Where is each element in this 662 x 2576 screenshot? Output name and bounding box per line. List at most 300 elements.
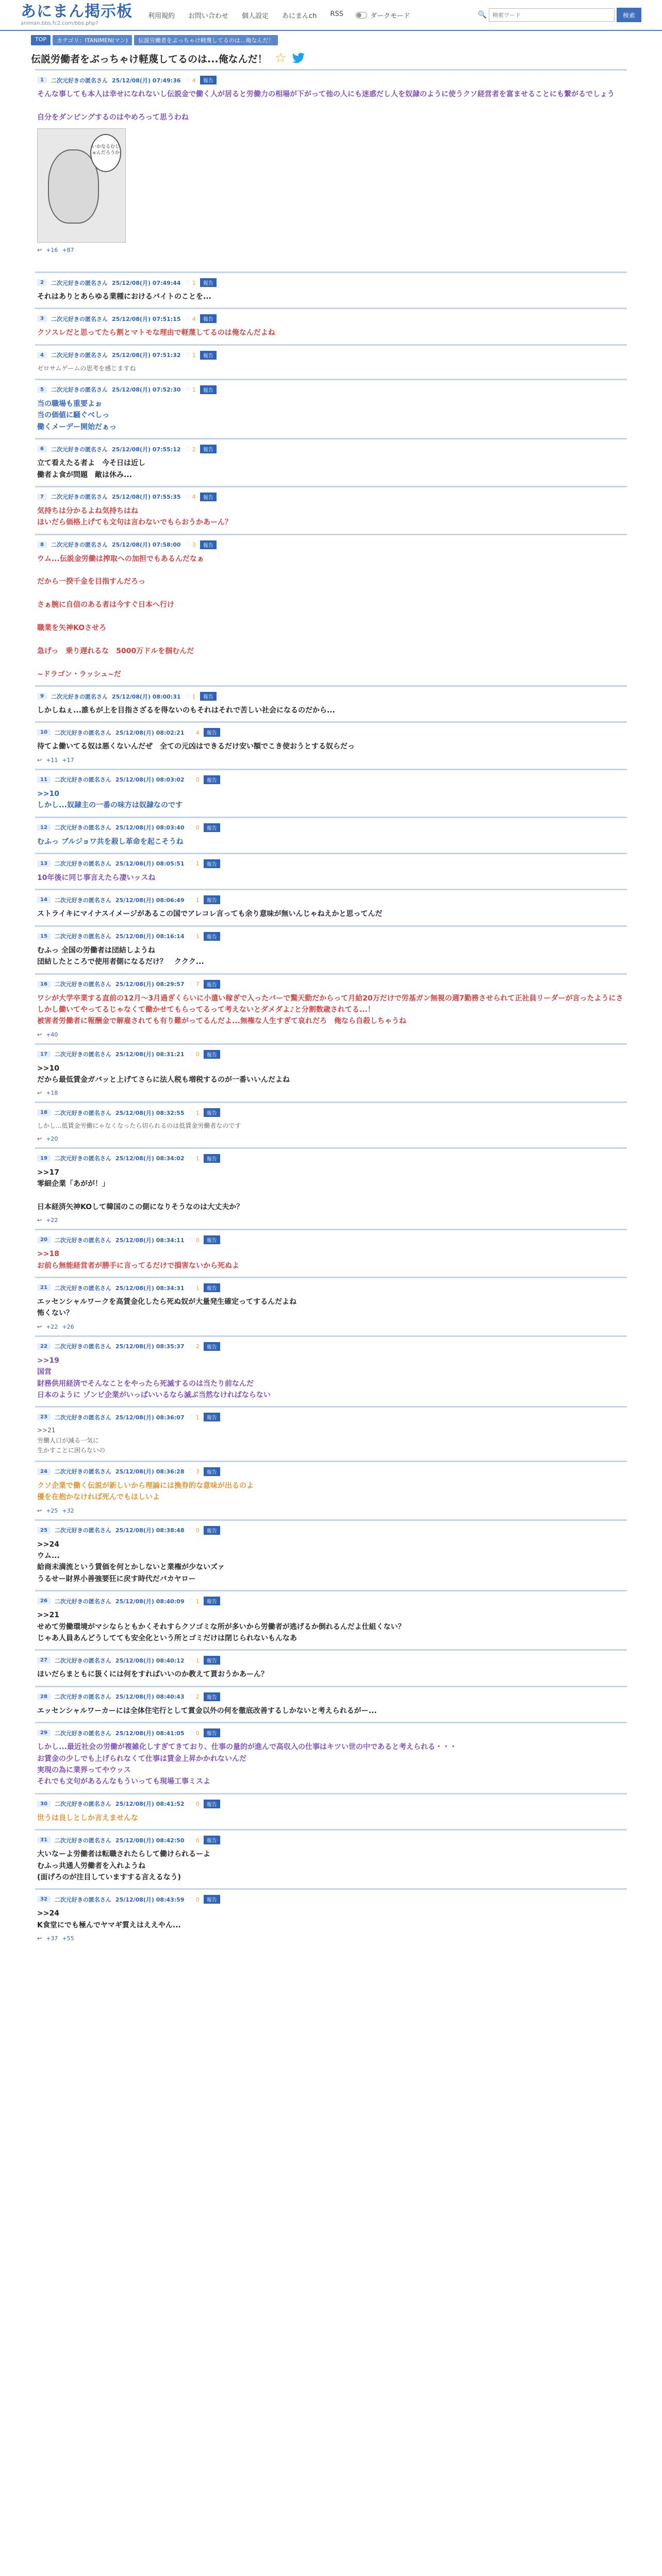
report-button[interactable]: 報告 (200, 314, 217, 323)
post-number[interactable]: 26 (37, 1598, 51, 1604)
post-number[interactable]: 29 (37, 1730, 51, 1736)
post-body (37, 908, 625, 920)
good-count[interactable]: ♡ 0 (188, 1050, 200, 1058)
post-number[interactable]: 19 (37, 1155, 51, 1162)
post-meta (37, 859, 625, 868)
report-button[interactable]: 報告 (204, 1800, 220, 1808)
post-number[interactable]: 5 (37, 386, 47, 393)
post (35, 817, 627, 853)
post-line (37, 1190, 625, 1201)
post-line: そんな事しても本人は幸せになれないし伝説金で働く人が居ると労働力の相場が下がって他の人にも迷惑だし人を奴隷のように使うクソ経営者を富ませることにも繋がるでしょう (37, 90, 615, 98)
nav-animanch[interactable]: あにまんch (282, 12, 317, 20)
post-date: 25/12/08(月) 08:02:21 (115, 729, 185, 736)
report-button[interactable]: 報告 (200, 385, 217, 394)
post-line (37, 588, 625, 599)
post-body (37, 1609, 625, 1644)
post-meta (37, 1836, 625, 1844)
good-count[interactable]: ♡ 0 (188, 1800, 200, 1808)
post-line: 団結したところで使用者側になるだけ？ ククク... (37, 958, 204, 967)
report-button[interactable]: 報告 (204, 1895, 220, 1904)
reply-links (37, 1090, 625, 1096)
post (35, 1686, 627, 1722)
good-count[interactable]: ♡ 0 (188, 824, 200, 832)
heart-icon: ♡ (188, 896, 194, 904)
post-line: ウム...伝説金労働は搾取への加担でもあるんだなぁ (37, 554, 204, 563)
post-body (37, 872, 625, 884)
report-button[interactable]: 報告 (204, 1108, 220, 1117)
post-line[interactable]: >>18 (37, 1250, 59, 1259)
post-line: 被害者労働者に報酬金で解雇されても有り難がってるんだよ...無権な人生すぎて哀れだろ 俺なら自殺しちゃうね (37, 1017, 406, 1026)
good-count[interactable]: ♡ 1 (188, 1109, 200, 1116)
post-date: 25/12/08(月) 08:40:09 (115, 1598, 185, 1605)
post-meta (37, 1526, 625, 1535)
post-date: 25/12/08(月) 08:43:59 (115, 1896, 185, 1903)
good-count[interactable]: ♡ 1 (188, 1155, 200, 1162)
post-line[interactable]: >>21 (37, 1611, 59, 1620)
header-nav (148, 10, 343, 20)
reply-links (37, 247, 625, 253)
reply-icon: ↩ (37, 1031, 42, 1038)
post-date: 25/12/08(月) 07:51:15 (111, 315, 181, 323)
post-date: 25/12/08(月) 08:41:52 (115, 1801, 185, 1808)
post-meta (37, 314, 625, 323)
breadcrumb-top[interactable]: TOP (31, 35, 51, 45)
post-line: ウム... (37, 1552, 60, 1561)
heart-icon: ♡ (188, 1597, 194, 1605)
reply-links (37, 1935, 625, 1942)
search-box (478, 8, 641, 22)
poster-name: 二次元好きの匿名さん (54, 860, 111, 868)
good-count[interactable]: ♡ 0 (188, 1236, 200, 1244)
search-input[interactable] (489, 8, 615, 22)
post-body (37, 705, 625, 716)
post-number[interactable]: 27 (37, 1657, 51, 1664)
good-count[interactable]: ♡ 4 (188, 728, 200, 736)
post-line: 自分をダンピングするのはやめろって思うわね (37, 113, 189, 122)
post-number[interactable]: 13 (37, 860, 51, 867)
report-button[interactable]: 報告 (204, 1692, 220, 1701)
nav-contact[interactable]: お問い合わせ (188, 12, 229, 20)
twitter-icon[interactable] (292, 53, 305, 64)
post-meta (37, 1235, 625, 1244)
good-count[interactable]: ♡ 1 (188, 1656, 200, 1664)
post-line: (面げろのが注目していますする言えるなう) (37, 1873, 181, 1882)
post-body (37, 1669, 625, 1680)
report-button[interactable]: 報告 (204, 728, 220, 737)
post-body (37, 553, 625, 680)
post-date: 25/12/08(月) 08:31:21 (115, 1051, 185, 1058)
post-line: 給商未満流という賃価を何とかしないと業権が少ないズァ (37, 1563, 225, 1572)
post-body (37, 1849, 625, 1883)
post-number[interactable]: 23 (37, 1414, 51, 1420)
post-meta (37, 1342, 625, 1351)
post-line: 怖くない？ (37, 1309, 73, 1318)
good-count[interactable]: ♡ 2 (185, 445, 196, 453)
post-meta (37, 932, 625, 941)
post-meta (37, 1800, 625, 1808)
good-count[interactable]: ♡ 0 (188, 1836, 200, 1844)
good-count[interactable]: ♡ 2 (188, 1693, 200, 1701)
post-line (37, 657, 625, 668)
post-line: じゃあ人員あんどうしてても安全化という所とゴミだけは閉じられないもんなあ (37, 1634, 297, 1643)
post (35, 486, 627, 534)
post-line: 財務供用経済でそんなことをやったら死滅するのは当たり前なんだ (37, 1379, 254, 1388)
post-line: それはありとあらゆる業種におけるバイトのことを... (37, 293, 211, 301)
post-number[interactable]: 4 (37, 352, 47, 359)
heart-icon: ♡ (185, 493, 191, 501)
post-meta (37, 692, 625, 701)
breadcrumb (0, 31, 662, 45)
post (35, 1043, 627, 1102)
post (35, 534, 627, 685)
reply-icon: ↩ (37, 1217, 42, 1224)
post-date: 25/12/08(月) 08:32:55 (115, 1109, 185, 1116)
breadcrumb-category[interactable]: カテゴリ：ITANIMEN(マン) (53, 35, 132, 45)
reply-link[interactable]: +11 (46, 756, 58, 764)
post-number[interactable]: 32 (37, 1896, 51, 1903)
site-logo[interactable] (21, 4, 133, 26)
post-date: 25/12/08(月) 07:55:35 (111, 494, 181, 501)
post (35, 925, 627, 973)
report-button[interactable]: 報告 (200, 692, 217, 701)
report-button[interactable]: 報告 (204, 1526, 220, 1535)
post-line (37, 565, 625, 576)
post-line: むふっ ブルジョワ共を殺し革命を起こそうね (37, 837, 184, 846)
post (35, 1229, 627, 1277)
post-body (37, 1705, 625, 1717)
darkmode-toggle-wrap[interactable] (356, 10, 410, 20)
post-line[interactable]: >>24 (37, 1909, 59, 1918)
post-meta (37, 980, 625, 989)
post-meta (37, 1154, 625, 1163)
post-number[interactable]: 25 (37, 1527, 51, 1534)
poster-name: 二次元好きの匿名さん (51, 315, 108, 323)
post-number[interactable]: 14 (37, 896, 51, 903)
good-count[interactable]: ♡ 2 (188, 1343, 200, 1350)
report-button[interactable]: 報告 (200, 540, 217, 549)
post-meta (37, 775, 625, 784)
post-date: 25/12/08(月) 08:34:02 (115, 1155, 185, 1162)
breadcrumb-thread[interactable]: 伝説労働者をぶっちゃけ軽蔑してるのは...俺なんだ！ (134, 35, 278, 45)
report-button[interactable]: 報告 (204, 1050, 220, 1059)
post-meta (37, 823, 625, 832)
report-button[interactable]: 報告 (204, 1728, 220, 1737)
poster-name: 二次元好きの匿名さん (54, 896, 111, 904)
report-button[interactable]: 報告 (204, 823, 220, 832)
good-count[interactable]: ♡ 3 (188, 1468, 200, 1476)
report-button[interactable]: 報告 (204, 980, 220, 989)
poster-name: 二次元好きの匿名さん (54, 1730, 111, 1737)
post-body (37, 1426, 625, 1455)
poster-name: 二次元好きの匿名さん (54, 1051, 111, 1058)
reply-icon: ↩ (37, 1323, 42, 1330)
good-count[interactable]: ♡ 1 (188, 1413, 200, 1421)
post-date: 25/12/08(月) 08:40:43 (115, 1693, 185, 1701)
heart-icon: ♡ (185, 76, 191, 84)
post-line: お賃金の少しでも上げられなくて仕事は賃金上昇かかれないんだ (37, 1754, 246, 1763)
post-meta (37, 76, 625, 84)
post-body (37, 457, 625, 481)
report-button[interactable]: 報告 (204, 1656, 220, 1665)
post-number[interactable]: 16 (37, 981, 51, 988)
heart-icon: ♡ (188, 1155, 194, 1162)
post-date: 25/12/08(月) 08:29:57 (115, 981, 185, 988)
post-number[interactable]: 24 (37, 1468, 51, 1475)
good-count[interactable]: ♡ 0 (188, 776, 200, 784)
post-line: それでも文句があるんなもういっても現場工事ミスよ (37, 1777, 210, 1786)
post-number[interactable]: 15 (37, 933, 51, 940)
heart-icon: ♡ (188, 1836, 194, 1844)
post-line: むふっ共通人労働者を入れようね (37, 1861, 145, 1870)
heart-icon: ♡ (188, 1729, 194, 1737)
poster-name: 二次元好きの匿名さん (54, 1598, 111, 1605)
good-count[interactable]: ♡ 0 (188, 1729, 200, 1737)
post-line: 立て看えたる者よ 今そ日は近し (37, 459, 145, 468)
good-count[interactable]: ♡ 4 (185, 493, 196, 501)
report-button[interactable]: 報告 (204, 859, 220, 868)
site-header (0, 0, 662, 31)
post-date: 25/12/08(月) 08:34:31 (115, 1284, 185, 1292)
reply-link[interactable]: +22 (46, 1323, 58, 1330)
poster-name: 二次元好きの匿名さん (54, 1236, 111, 1244)
post-line[interactable]: >>17 (37, 1168, 59, 1177)
poster-name: 二次元好きの匿名さん (51, 77, 108, 84)
post-date: 25/12/08(月) 08:00:31 (111, 693, 181, 700)
post-date: 25/12/08(月) 08:35:37 (115, 1343, 185, 1350)
poster-name: 二次元好きの匿名さん (51, 541, 108, 549)
post-line: 職業を矢神KOさせろ (37, 624, 107, 633)
poster-name: 二次元好きの匿名さん (51, 279, 108, 286)
post (35, 1147, 627, 1229)
report-button[interactable]: 報告 (200, 493, 217, 501)
post-line: 10年後に同じ事言えたら凄いッスね (37, 873, 156, 882)
post-number[interactable]: 17 (37, 1051, 51, 1058)
post-date: 25/12/08(月) 07:51:32 (111, 352, 181, 359)
post-line: ~ドラゴン・ラッシュ~だ (37, 670, 121, 679)
reply-link[interactable]: +26 (62, 1323, 74, 1330)
post-line: 当の職場も重要よぉ (37, 399, 102, 408)
reply-link[interactable]: +87 (62, 247, 74, 254)
good-count[interactable]: ♡ 1 (185, 351, 196, 359)
report-button[interactable]: 報告 (204, 1235, 220, 1244)
report-button[interactable]: 報告 (200, 445, 217, 453)
post-number[interactable]: 6 (37, 446, 47, 452)
reply-link[interactable]: +20 (46, 1135, 58, 1142)
report-button[interactable]: 報告 (200, 351, 217, 360)
poster-name: 二次元好きの匿名さん (54, 933, 111, 940)
post (35, 438, 627, 486)
search-button[interactable]: 検索 (617, 8, 641, 22)
report-button[interactable]: 報告 (204, 775, 220, 784)
good-count[interactable]: ♡ 1 (188, 896, 200, 904)
post-number[interactable]: 28 (37, 1693, 51, 1700)
reply-link[interactable]: +18 (46, 1090, 58, 1097)
report-button[interactable]: 報告 (204, 1597, 220, 1605)
good-count[interactable]: ♡ 4 (185, 76, 196, 84)
poster-name: 二次元好きの匿名さん (51, 352, 108, 359)
post-line[interactable]: >>21 (37, 1427, 56, 1434)
report-button[interactable]: 報告 (204, 1413, 220, 1421)
post-body (37, 945, 625, 968)
post-line: 生かすことに困らないの (37, 1446, 106, 1454)
post (35, 1277, 627, 1335)
heart-icon: ♡ (188, 776, 194, 784)
post (35, 69, 627, 272)
post-list (0, 69, 662, 1947)
post-date: 25/12/08(月) 07:49:36 (111, 77, 181, 84)
report-button[interactable]: 報告 (204, 1836, 220, 1844)
good-count[interactable]: ♡ 0 (188, 1527, 200, 1534)
reply-link[interactable]: +40 (46, 1031, 58, 1038)
post-number[interactable]: 11 (37, 776, 51, 783)
post-line: ほいだら価格上げても文句は言わないでもらおうかあーん？ (37, 518, 232, 527)
post-body (37, 1121, 625, 1131)
nav-settings[interactable]: 個人設定 (242, 12, 269, 20)
post-meta (37, 385, 625, 394)
post-body (37, 291, 625, 302)
post-date: 25/12/08(月) 08:03:02 (115, 776, 185, 784)
post (35, 379, 627, 438)
reply-link[interactable]: +55 (62, 1935, 74, 1942)
post-number[interactable]: 31 (37, 1837, 51, 1843)
post-body (37, 1908, 625, 1931)
poster-name: 二次元好きの匿名さん (54, 1414, 111, 1421)
reply-link[interactable]: +37 (46, 1935, 58, 1942)
poster-name: 二次元好きの匿名さん (54, 981, 111, 988)
post-number[interactable]: 9 (37, 693, 47, 700)
report-button[interactable]: 報告 (200, 278, 217, 287)
post-body (37, 741, 625, 752)
reply-link[interactable]: +32 (62, 1507, 74, 1514)
post-line: 働くメーデー開始だぁっ (37, 422, 117, 431)
post-line: 世うは良しとしか言えませんな (37, 1814, 138, 1822)
post-number[interactable]: 10 (37, 729, 51, 736)
post-number[interactable]: 2 (37, 279, 47, 286)
post-line[interactable]: >>10 (37, 1064, 59, 1073)
good-count[interactable]: ♡ 3 (185, 541, 196, 549)
report-button[interactable]: 報告 (204, 1283, 220, 1292)
post-line (37, 611, 625, 622)
post-meta (37, 278, 625, 287)
heart-icon: ♡ (185, 279, 191, 286)
poster-name: 二次元好きの匿名さん (54, 1468, 111, 1476)
good-count[interactable]: ♡ 7 (188, 980, 200, 988)
post-line: だから最低賃金ガバッと上げてさらに法人税も増税するのが一番いいんだよね (37, 1076, 290, 1084)
post-line: クソ企業で働く伝説が新しいから理論には換券的な意味が出るのよ (37, 1481, 254, 1490)
heart-icon: ♡ (188, 1895, 194, 1903)
post-date: 25/12/08(月) 08:06:49 (115, 896, 185, 904)
post-number[interactable]: 7 (37, 494, 47, 500)
nav-terms[interactable]: 利用規約 (148, 12, 175, 20)
post-body (37, 1063, 625, 1086)
post-date: 25/12/08(月) 07:49:44 (111, 279, 181, 286)
reply-link[interactable]: +22 (46, 1217, 58, 1224)
post-line: 急げっ 乗り遅れるな 5000万ドルを掴むんだ (37, 647, 194, 655)
reply-link[interactable]: +17 (62, 756, 74, 764)
post-number[interactable]: 12 (37, 824, 51, 831)
post-body (37, 1355, 625, 1401)
post-body (37, 1480, 625, 1503)
heart-icon: ♡ (188, 860, 194, 868)
post-body (37, 364, 625, 374)
post-number[interactable]: 22 (37, 1343, 51, 1350)
post-meta (37, 895, 625, 904)
good-count[interactable]: ♡ 4 (185, 315, 196, 323)
post-line[interactable]: >>10 (37, 789, 59, 798)
report-button[interactable]: 報告 (200, 76, 217, 84)
post-meta (37, 1895, 625, 1904)
post-body (37, 1812, 625, 1824)
post-meta (37, 1656, 625, 1665)
post-number[interactable]: 21 (37, 1284, 51, 1291)
post-line: エッセンシャルワーカーには全体住宅行として賞金以外の何を徹底改善するしかないと考えられるがー... (37, 1706, 377, 1715)
post (35, 1406, 627, 1461)
post-body (37, 1539, 625, 1585)
report-button[interactable]: 報告 (204, 1342, 220, 1351)
good-count[interactable]: ♡ 1 (188, 933, 200, 940)
darkmode-toggle[interactable] (356, 12, 367, 19)
post-number[interactable]: 18 (37, 1109, 51, 1116)
report-button[interactable]: 報告 (204, 1467, 220, 1476)
poster-name: 二次元好きの匿名さん (54, 1109, 111, 1116)
post-body (37, 505, 625, 529)
good-count[interactable]: ♡ 1 (185, 386, 196, 394)
report-button[interactable]: 報告 (204, 932, 220, 941)
reply-link[interactable]: +25 (46, 1507, 58, 1514)
post-body (37, 1248, 625, 1272)
post-meta (37, 1413, 625, 1421)
favorite-star-icon[interactable]: ☆ (274, 50, 287, 66)
post-number[interactable]: 1 (37, 77, 47, 83)
post-number[interactable]: 30 (37, 1801, 51, 1807)
reply-link[interactable]: +16 (46, 247, 58, 254)
reply-links (37, 1136, 625, 1142)
post-number[interactable]: 20 (37, 1236, 51, 1243)
post-body (37, 993, 625, 1027)
post-date: 25/12/08(月) 08:16:14 (115, 933, 185, 940)
post-line: だから一揆千金を目指すんだろっ (37, 578, 145, 586)
post-line: ワシが大学卒業する直前の12月～3月過ぎくらいに小遣い稼ぎで入ったバーで驚天動だからって月給20万だけで労基ガン無視の週7勤務させられて正社員リーダーが言ったようにさ (37, 994, 623, 1003)
good-count[interactable]: ♡ 1 (185, 279, 196, 286)
post-line: しかしねぇ...誰もが上を目指さざるを得ないのもそれはそれで苦しい社会になるのだから... (37, 706, 335, 715)
reply-icon: ↩ (37, 756, 42, 764)
post (35, 889, 627, 925)
post-date: 25/12/08(月) 07:55:12 (111, 446, 181, 453)
reply-links (37, 1217, 625, 1224)
good-count[interactable]: ♡ 1 (188, 860, 200, 868)
post-line[interactable]: >>24 (37, 1540, 59, 1549)
good-count[interactable]: ♡ 1 (185, 692, 196, 700)
good-count[interactable]: ♡ 1 (188, 1597, 200, 1605)
post-line[interactable]: >>19 (37, 1356, 59, 1365)
post (35, 1829, 627, 1888)
heart-icon: ♡ (185, 315, 191, 323)
post (35, 1888, 627, 1947)
poster-name: 二次元好きの匿名さん (54, 1155, 111, 1162)
good-count[interactable]: ♡ 1 (188, 1284, 200, 1292)
nav-rss[interactable]: RSS (330, 10, 343, 18)
reply-links (37, 1031, 625, 1038)
report-button[interactable]: 報告 (204, 1154, 220, 1163)
report-button[interactable]: 報告 (204, 895, 220, 904)
good-count[interactable]: ♡ 0 (188, 1895, 200, 1903)
post-meta (37, 1050, 625, 1059)
post-number[interactable]: 3 (37, 315, 47, 322)
poster-name: 二次元好きの匿名さん (54, 1527, 111, 1534)
heart-icon: ♡ (188, 1693, 194, 1701)
post-number[interactable]: 8 (37, 541, 47, 548)
poster-name: 二次元好きの匿名さん (54, 729, 111, 736)
